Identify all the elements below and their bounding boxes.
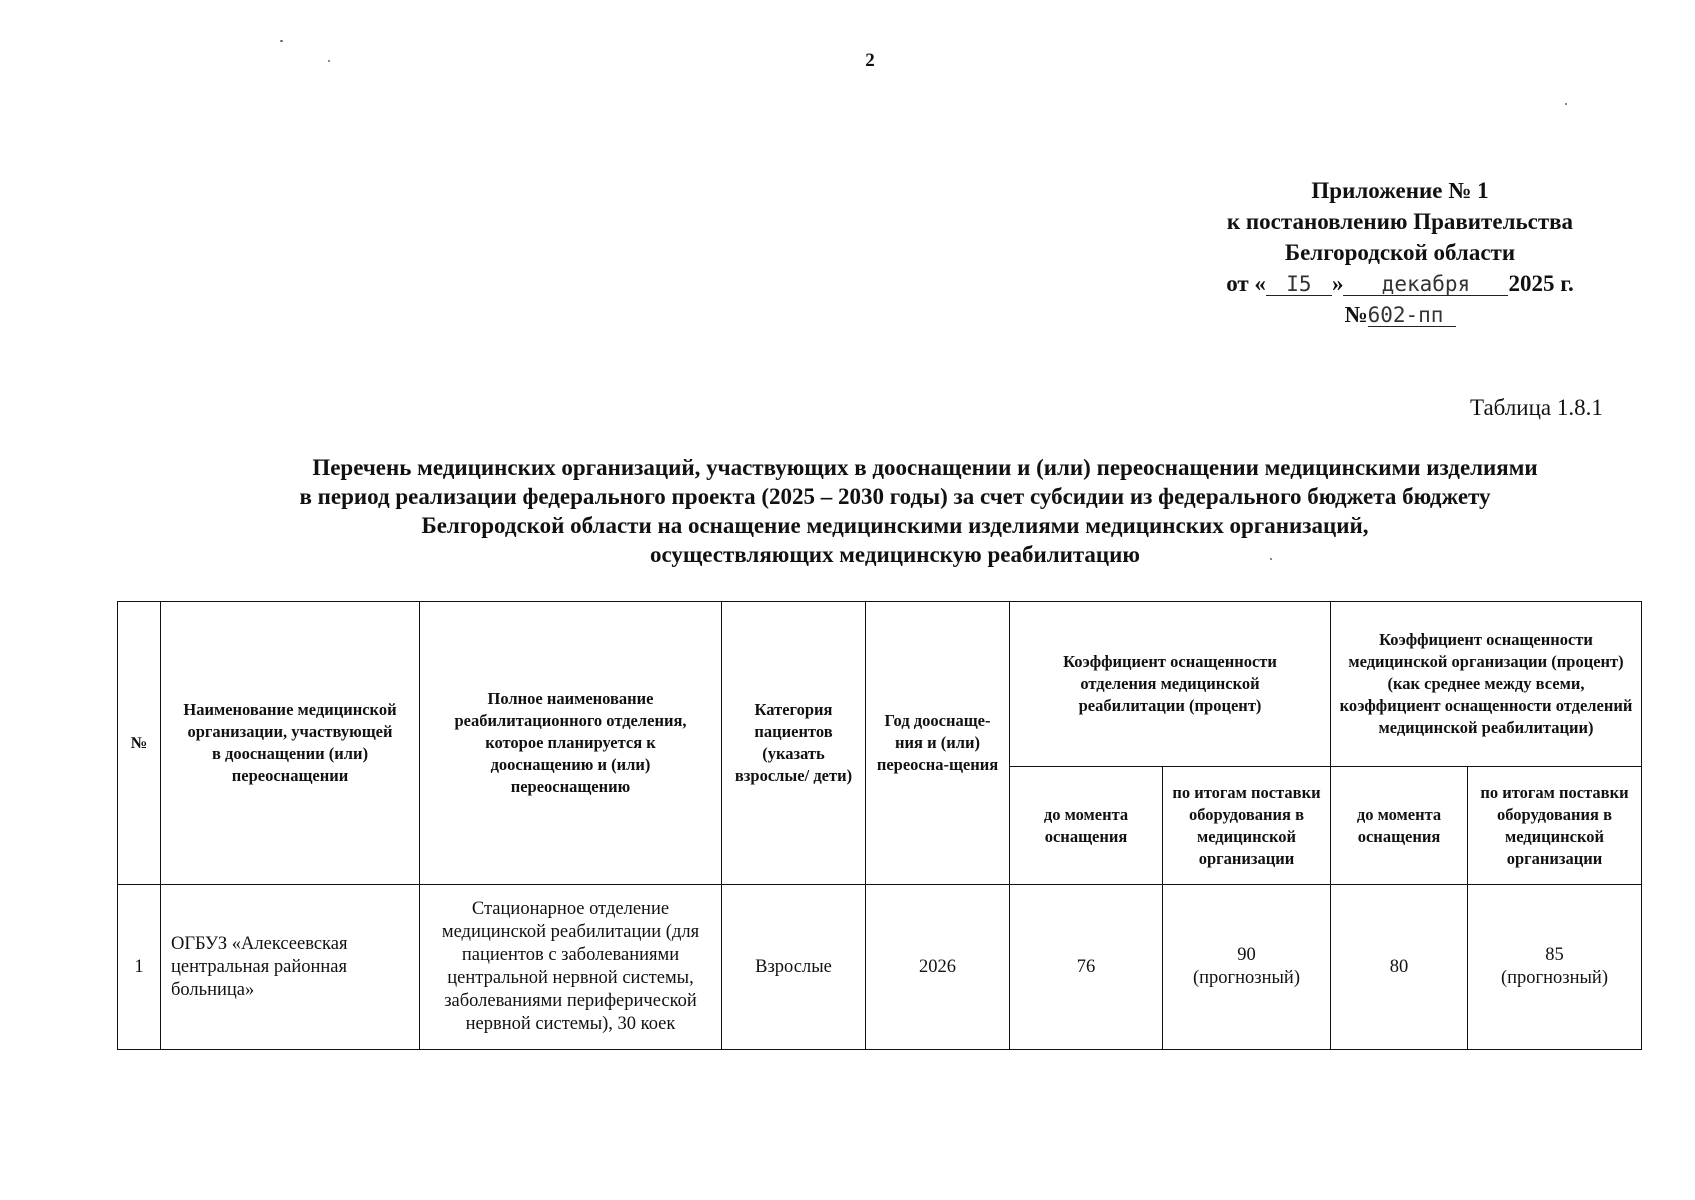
cell-org: ОГБУЗ «Алексеевская центральная районная больница»: [161, 885, 420, 1050]
header-coef-dept: Коэффициент оснащенности отделения медицинской реабилитации (процент): [1010, 602, 1331, 767]
header-num: №: [118, 602, 161, 885]
title-line-1: Перечень медицинских организаций, участвующих в дооснащении и (или) переоснащении медицинскими изделиями: [312, 455, 1538, 480]
table-header-row: [118, 602, 1642, 767]
appendix-region: Белгородской области: [1284, 240, 1516, 265]
cell-num: 1: [118, 885, 161, 1050]
title-line-4: осуществляющих медицинскую реабилитацию: [649, 542, 1141, 567]
cell-dept: Стационарное отделение медицинской реабилитации (для пациентов с заболеваниями центральной нервной системы, заболеваниями периферической нервной системы), 30 коек: [420, 885, 722, 1050]
organizations-table: [117, 601, 1642, 1050]
scan-speck: [1565, 103, 1567, 105]
appendix-decree: к постановлению Правительства: [1226, 209, 1574, 234]
cell-org-after: [1468, 885, 1642, 1050]
cell-dept-before: 76: [1010, 885, 1163, 1050]
number-prefix: №: [1344, 302, 1368, 327]
appendix-header: [1180, 175, 1620, 330]
cell-year: 2026: [866, 885, 1010, 1050]
cell-org-after-note: (прогнозный): [1501, 968, 1608, 988]
header-dept: Полное наименование реабилитационного отделения, которое планируется к дооснащению и (или) переоснащению: [420, 602, 722, 885]
cell-org-before: 80: [1331, 885, 1468, 1050]
cell-dept-after: [1163, 885, 1331, 1050]
header-org-before: до момента оснащения: [1331, 767, 1468, 885]
scan-speck: [328, 60, 330, 62]
appendix-date: [1180, 268, 1620, 299]
page-number: 2: [865, 50, 875, 71]
appendix-number: [1180, 299, 1620, 330]
date-month: декабря: [1343, 273, 1508, 296]
number-value: 602-пп: [1368, 304, 1456, 327]
header-dept-before: до момента оснащения: [1010, 767, 1163, 885]
scan-speck: [280, 40, 283, 42]
date-day: I5: [1266, 273, 1332, 296]
cell-dept-after-value: 90: [1237, 945, 1256, 965]
table-label: Таблица 1.8.1: [1470, 395, 1603, 420]
header-org-after: по итогам поставки оборудования в медицинской организации: [1468, 767, 1642, 885]
cell-category: Взрослые: [722, 885, 866, 1050]
scan-speck: [1270, 558, 1272, 560]
document-title: [170, 453, 1620, 569]
appendix-title: Приложение № 1: [1311, 178, 1489, 203]
header-category: Категория пациентов (указать взрослые/ дети): [722, 602, 866, 885]
table-row: [118, 885, 1642, 1050]
date-mid: »: [1331, 271, 1344, 296]
header-coef-org: Коэффициент оснащенности медицинской организации (процент) (как среднее между всеми, коэффициент оснащенности отделений медицинской реабилитации): [1331, 602, 1642, 767]
header-org: Наименование медицинской организации, участвующей в дооснащении (или) переоснащении: [161, 602, 420, 885]
cell-dept-after-note: (прогнозный): [1193, 968, 1300, 988]
date-year: 2025 г.: [1508, 271, 1574, 296]
date-prefix: от «: [1226, 271, 1266, 296]
title-line-2: в период реализации федерального проекта (2025 – 2030 годы) за счет субсидии из федерального бюджета бюджету: [299, 484, 1491, 509]
header-dept-after: по итогам поставки оборудования в медицинской организации: [1163, 767, 1331, 885]
header-year: Год дооснаще-ния и (или) переосна-щения: [866, 602, 1010, 885]
cell-org-after-value: 85: [1545, 945, 1564, 965]
title-line-3: Белгородской области на оснащение медицинскими изделиями медицинских организаций,: [421, 513, 1369, 538]
